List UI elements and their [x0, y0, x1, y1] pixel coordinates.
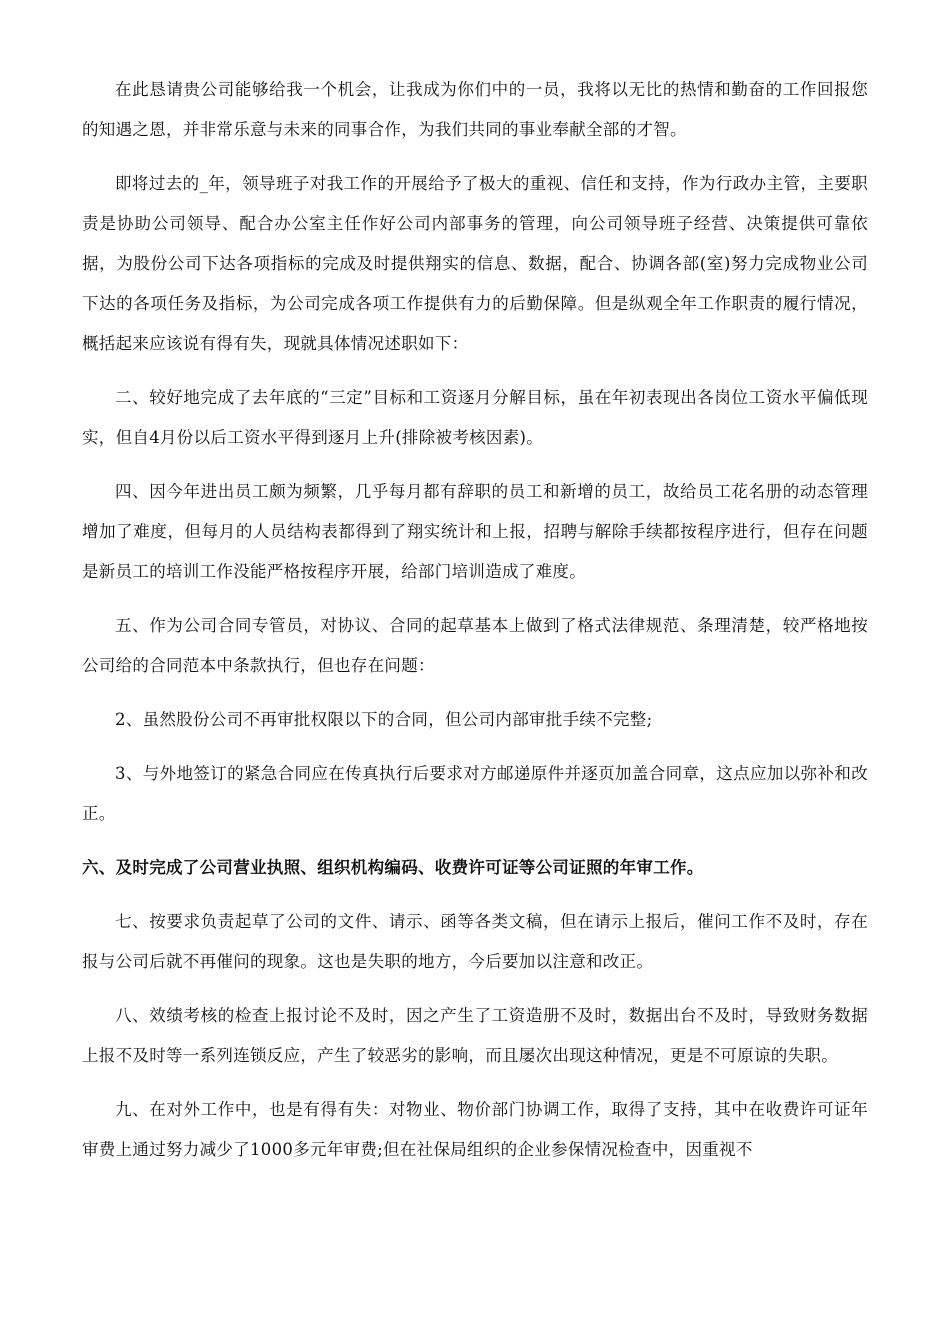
paragraph-item-9: 九、在对外工作中，也是有得有失：对物业、物价部门协调工作，取得了支持，其中在收费许可证年审费上通过努力减少了1000多元年审费;但在社保局组织的企业参保情况检查中，因重视不: [82, 1100, 868, 1159]
document-page: [82, 70, 868, 1184]
paragraph-subitem-2: 2、虽然股份公司不再审批权限以下的合同，但公司内部审批手续不完整;: [115, 710, 653, 729]
paragraph-item-5: 五、作为公司合同专管员，对协议、合同的起草基本上做到了格式法律规范、条理清楚，较严格地按公司给的合同范本中条款执行，但也存在问题：: [82, 616, 868, 675]
paragraph-item-2: 二、较好地完成了去年底的“三定”目标和工资逐月分解目标，虽在年初表现出各岗位工资水平偏低现实，但自4月份以后工资水平得到逐月上升(排除被考核因素)。: [82, 388, 868, 447]
paragraph-item-8: 八、效绩考核的检查上报讨论不及时，因之产生了工资造册不及时，数据出台不及时，导致财务数据上报不及时等一系列连锁反应，产生了较恶劣的影响，而且屡次出现这种情况，更是不可原谅的失职。: [82, 1006, 868, 1065]
paragraph-item-4: 四、因今年进出员工颇为频繁，几乎每月都有辞职的员工和新增的员工，故给员工花名册的动态管理增加了难度，但每月的人员结构表都得到了翔实统计和上报，招聘与解除手续都按程序进行，但存在问题是新员工的培训工作没能严格按程序开展，给部门培训造成了难度。: [82, 482, 868, 581]
paragraph-intro: 即将过去的_年，领导班子对我工作的开展给予了极大的重视、信任和支持，作为行政办主管，主要职责是协助公司领导、配合办公室主任作好公司内部事务的管理，向公司领导班子经营、决策提供可靠依据，为股份公司下达各项指标的完成及时提供翔实的信息、数据，配合、协调各部(室)努力完成物业公司下达的各项任务及指标，为公司完成各项工作提供有力的后勤保障。但是纵观全年工作职责的履行情况，概括起来应该说有得有失，现就具体情况述职如下：: [82, 174, 868, 353]
paragraph-item-6-heading: 六、及时完成了公司营业执照、组织机构编码、收费许可证等公司证照的年审工作。: [82, 858, 704, 877]
paragraph-subitem-3: 3、与外地签订的紧急合同应在传真执行后要求对方邮递原件并逐页加盖合同章，这点应加以弥补和改正。: [82, 764, 868, 823]
paragraph-item-7: 七、按要求负责起草了公司的文件、请示、函等各类文稿，但在请示上报后，催问工作不及时，存在报与公司后就不再催问的现象。这也是失职的地方，今后要加以注意和改正。: [82, 912, 868, 971]
paragraph-opening: 在此恳请贵公司能够给我一个机会，让我成为你们中的一员，我将以无比的热情和勤奋的工作回报您的知遇之恩，并非常乐意与未来的同事合作，为我们共同的事业奉献全部的才智。: [82, 80, 868, 139]
